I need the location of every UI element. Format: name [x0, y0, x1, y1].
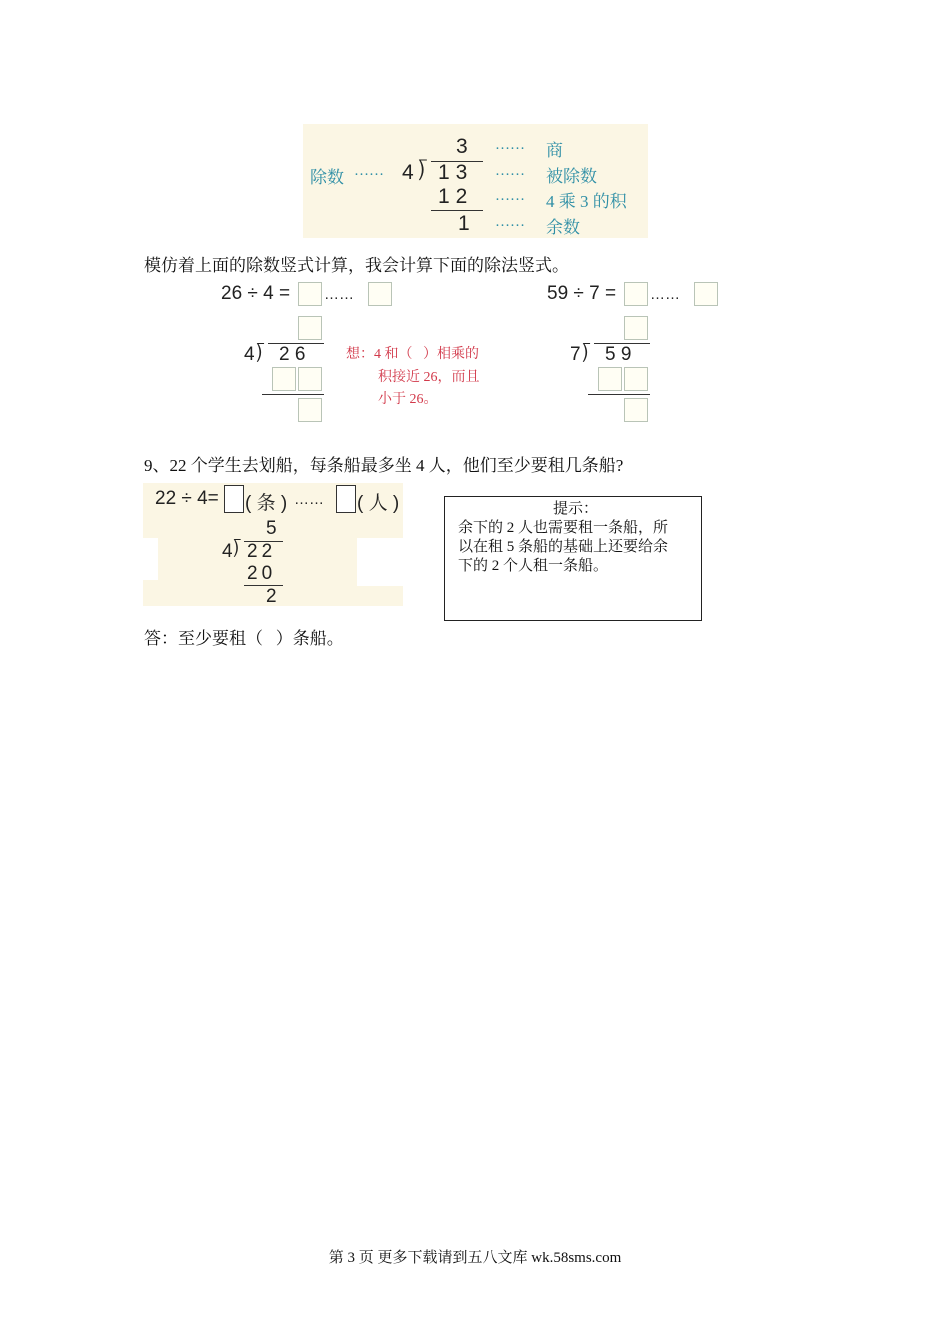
question-9-hint-box	[444, 496, 702, 621]
diagram-divisor: 4	[402, 161, 414, 184]
exercise-a-quotient-box[interactable]	[298, 282, 322, 306]
question-9-hint-line-1: 余下的 2 人也需要租一条船，所	[458, 520, 669, 536]
question-9-hint-line-3: 下的 2 个人租一条船。	[458, 558, 609, 574]
exercise-a-remainder-work-box[interactable]	[298, 398, 322, 422]
question-9-text: 9、22 个学生去划船，每条船最多坐 4 人，他们至少要租几条船?	[144, 456, 624, 475]
exercise-a-product-box-1[interactable]	[272, 367, 296, 391]
diagram-quotient: 3	[456, 135, 468, 158]
diagram-dividend: 13	[438, 161, 474, 184]
exercise-b-product-box-1[interactable]	[598, 367, 622, 391]
question-9-work-product: 20	[247, 563, 277, 584]
diagram-bottom-line	[431, 210, 483, 211]
question-9-hint-title: 提示：	[552, 501, 598, 517]
exercise-a-dots: ……	[324, 286, 354, 303]
exercise-a-dividend: 2 6	[279, 344, 306, 365]
label-quotient: 商	[546, 141, 563, 160]
exercise-a-product-box-2[interactable]	[298, 367, 322, 391]
diagram-dots-1: ……	[495, 137, 525, 153]
exercise-b-work-quotient-box[interactable]	[624, 316, 648, 340]
question-9-white-patch-left	[143, 538, 158, 580]
diagram-bracket: ⟌	[418, 160, 427, 185]
exercise-b-quotient-box[interactable]	[624, 282, 648, 306]
diagram-product: 12	[438, 185, 474, 208]
exercise-a-equation: 26 ÷ 4 =	[221, 283, 291, 304]
instruction-text: 模仿着上面的除数竖式计算，我会计算下面的除法竖式。	[144, 256, 569, 275]
exercise-a-hint-line-3: 小于 26。	[378, 392, 438, 407]
question-9-answer: 答：至少要租（ ）条船。	[144, 629, 344, 648]
label-remainder: 余数	[546, 218, 580, 237]
question-9-unit-boats: ( 条 )	[245, 493, 288, 514]
exercise-a-bottom-line	[262, 394, 324, 395]
exercise-a-hint-line-2: 积接近 26，而且	[378, 370, 480, 385]
question-9-quotient-box[interactable]	[224, 485, 244, 513]
exercise-a-bracket: ⟌	[256, 342, 265, 366]
exercise-a-remainder-box[interactable]	[368, 282, 392, 306]
label-dividend: 被除数	[546, 167, 597, 186]
question-9-remainder-box[interactable]	[336, 485, 356, 513]
question-9-unit-people: ( 人 )	[357, 493, 400, 514]
label-product: 4 乘 3 的积	[546, 192, 627, 211]
exercise-b-remainder-work-box[interactable]	[624, 398, 648, 422]
question-9-work-bottom-line	[244, 585, 283, 586]
diagram-divisor-dots: ……	[354, 163, 384, 179]
question-9-equation: 22 ÷ 4=	[155, 488, 219, 509]
page-footer: 第 3 页 更多下载请到五八文库 wk.58sms.com	[328, 1250, 622, 1266]
exercise-b-product-box-2[interactable]	[624, 367, 648, 391]
exercise-b-remainder-box[interactable]	[694, 282, 718, 306]
exercise-b-dividend: 5 9	[605, 344, 632, 365]
exercise-b-bracket: ⟌	[582, 342, 591, 366]
diagram-dots-2: ……	[495, 163, 525, 179]
exercise-b-divisor: 7	[570, 344, 581, 365]
diagram-dots-3: ……	[495, 188, 525, 204]
diagram-divisor-label: 除数	[310, 168, 344, 187]
exercise-b-equation: 59 ÷ 7 =	[547, 283, 617, 304]
question-9-work-divisor: 4	[222, 541, 233, 562]
exercise-a-divisor: 4	[244, 344, 255, 365]
question-9-work-dividend: 22	[247, 541, 277, 562]
exercise-b-bottom-line	[588, 394, 650, 395]
exercise-b-dots: ……	[650, 286, 680, 303]
question-9-work-bracket: ⟌	[233, 539, 241, 561]
question-9-hint-line-2: 以在租 5 条船的基础上还要给余	[458, 539, 669, 555]
question-9-work-remainder: 2	[266, 586, 277, 607]
question-9-work-quotient: 5	[266, 518, 277, 539]
exercise-a-hint-line-1: 想：4 和（ ）相乘的	[346, 347, 479, 362]
exercise-a-work-quotient-box[interactable]	[298, 316, 322, 340]
question-9-dots: ……	[294, 491, 324, 508]
diagram-dots-4: ……	[495, 214, 525, 230]
question-9-white-patch-right	[357, 538, 403, 586]
diagram-remainder: 1	[458, 212, 470, 235]
